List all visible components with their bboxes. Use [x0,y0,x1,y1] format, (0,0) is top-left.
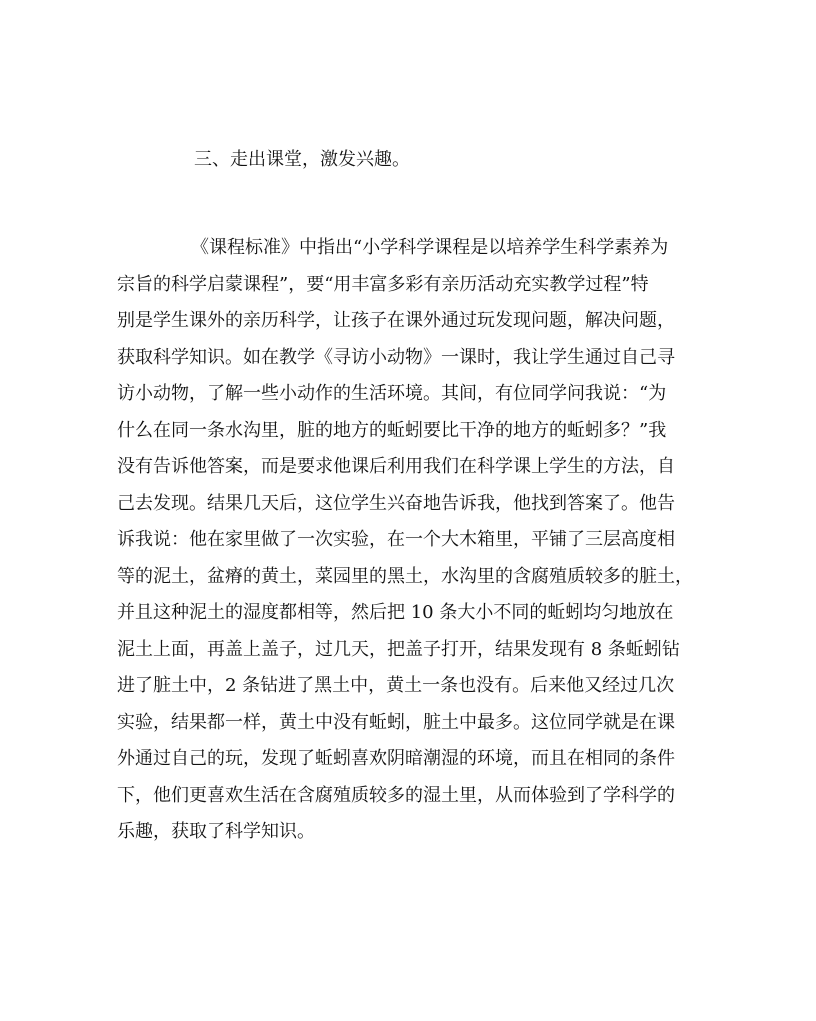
paragraph-line: 宗旨的科学启蒙课程”，要“用丰富多彩有亲历活动充实教学过程”特 [117,273,649,295]
paragraph-line: 访小动物，了解一些小动作的生活环境。其间，有位同学问我说：“为 [117,383,667,404]
paragraph-line: 进了脏土中，2 条钻进了黑土中，黄土一条也没有。后来他又经过几次 [117,675,675,696]
paragraph-line: 诉我说：他在家里做了一次实验，在一个大木箱里，平铺了三层高度相 [117,529,675,550]
paragraph-line: 没有告诉他答案，而是要求他课后利用我们在科学课上学生的方法，自 [117,456,675,477]
paragraph-line: 实验，结果都一样，黄土中没有蚯蚓，脏土中最多。这位同学就是在课 [117,711,675,733]
paragraph-line: 别是学生课外的亲历科学，让孩子在课外通过玩发现问题，解决问题， [117,310,675,331]
paragraph-line: 《课程标准》中指出“小学科学课程是以培养学生科学素养为 [191,237,669,258]
paragraph-line: 并且这种泥土的湿度都相等，然后把 10 条大小不同的蚯蚓均匀地放在 [117,602,674,623]
paragraph-line: 乐趣，获取了科学知识。 [117,821,315,842]
section-heading: 三、走出课堂，激发兴趣。 [194,149,410,170]
paragraph-line: 外通过自己的玩，发现了蚯蚓喜欢阴暗潮湿的环境，而且在相同的条件 [117,748,675,769]
paragraph-line: 什么在同一条水沟里，脏的地方的蚯蚓要比干净的地方的蚯蚓多？”我 [117,419,667,441]
body-paragraph [117,230,707,851]
paragraph-line: 泥土上面，再盖上盖子，过几天，把盖子打开，结果发现有 8 条蚯蚓钻 [117,638,680,660]
paragraph-line: 获取科学知识。如在教学《寻访小动物》一课时，我让学生通过自己寻 [117,346,675,368]
paragraph-line: 下，他们更喜欢生活在含腐殖质较多的湿土里，从而体验到了学科学的 [117,784,675,806]
paragraph-line: 等的泥土，盆瘠的黄土，菜园里的黑土，水沟里的含腐殖质较多的脏土， [117,565,693,587]
paragraph-line: 己去发现。结果几天后，这位学生兴奋地告诉我，他找到答案了。他告 [117,492,675,514]
